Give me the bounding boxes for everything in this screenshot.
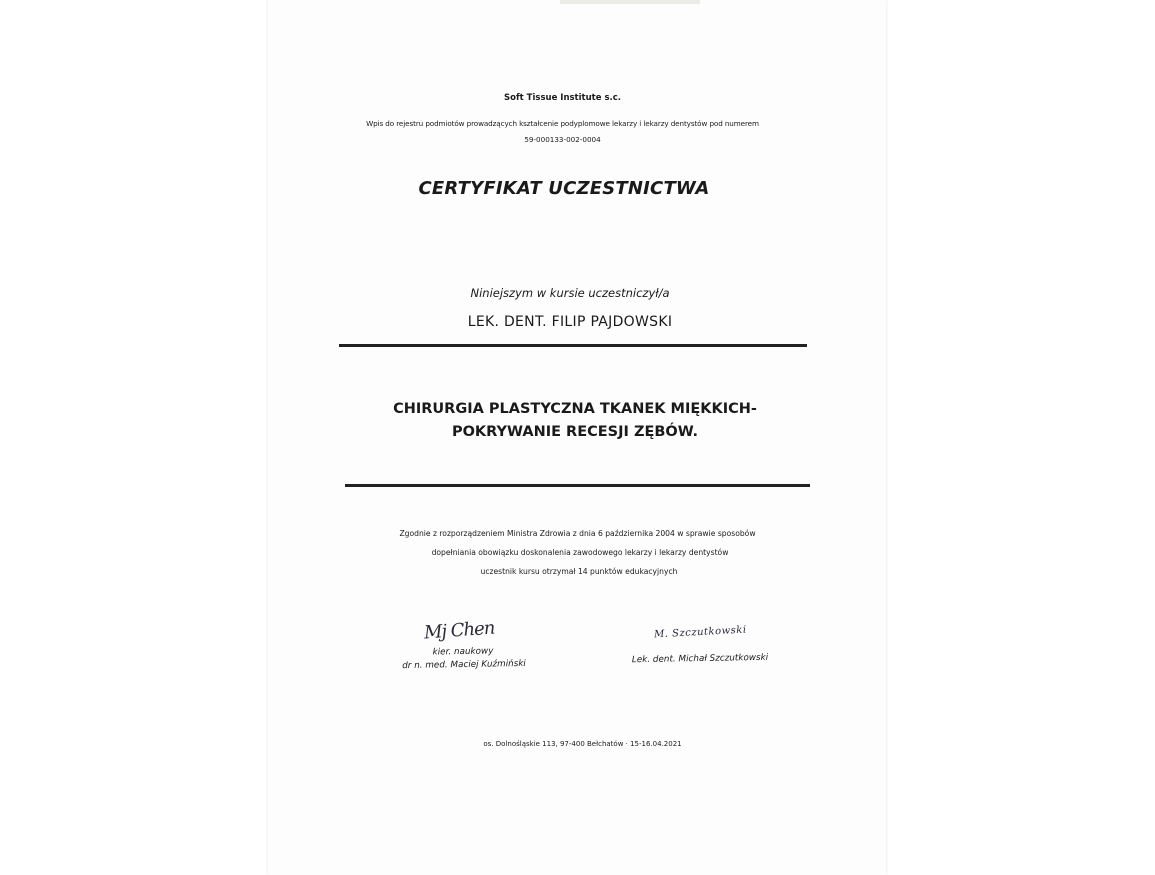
course-title-line-1: CHIRURGIA PLASTYCZNA TKANEK MIĘKKICH- — [393, 401, 757, 417]
signature-left-name: dr n. med. Maciej Kuźmiński — [402, 658, 526, 672]
divider-upper — [339, 344, 807, 347]
course-title — [0, 398, 1150, 444]
certificate-title: CERTYFIKAT UCZESTNICTWA — [418, 178, 710, 199]
divider-lower — [345, 484, 810, 487]
regulation-line-2: dopełniania obowiązku doskonalenia zawodowego lekarzy i lekarzy dentystów — [431, 548, 729, 557]
signature-right-name: Lek. dent. Michał Szczutkowski — [631, 652, 769, 666]
institute-name: Soft Tissue Institute s.c. — [504, 93, 621, 103]
signature-left-role: kier. naukowy — [432, 646, 494, 658]
regulation-line-1: Zgodnie z rozporządzeniem Ministra Zdrowia z dnia 6 października 2004 w sprawie sposobów — [399, 529, 756, 538]
registry-number: 59-000133-002-0004 — [524, 135, 601, 144]
regulation-line-3: uczestnik kursu otrzymał 14 punktów edukacyjnych — [480, 567, 678, 576]
intro-text: Niniejszym w kursie uczestniczył/a — [470, 286, 670, 300]
signature-left: Mj Chen — [423, 617, 495, 644]
footer-address-date: os. Dolnośląskie 113, 97-400 Bełchatów · 15-16.04.2021 — [483, 740, 682, 748]
participant-name: LEK. DENT. FILIP PAJDOWSKI — [467, 314, 673, 330]
signature-right: M. Szczutkowski — [653, 624, 747, 641]
course-title-line-2: POKRYWANIE RECESJI ZĘBÓW. — [451, 424, 699, 440]
tape-strip — [560, 0, 700, 4]
registry-text: Wpis do rejestru podmiotów prowadzących kształcenie podyplomowe lekarzy i lekarzy dentystów pod numerem — [366, 119, 759, 128]
